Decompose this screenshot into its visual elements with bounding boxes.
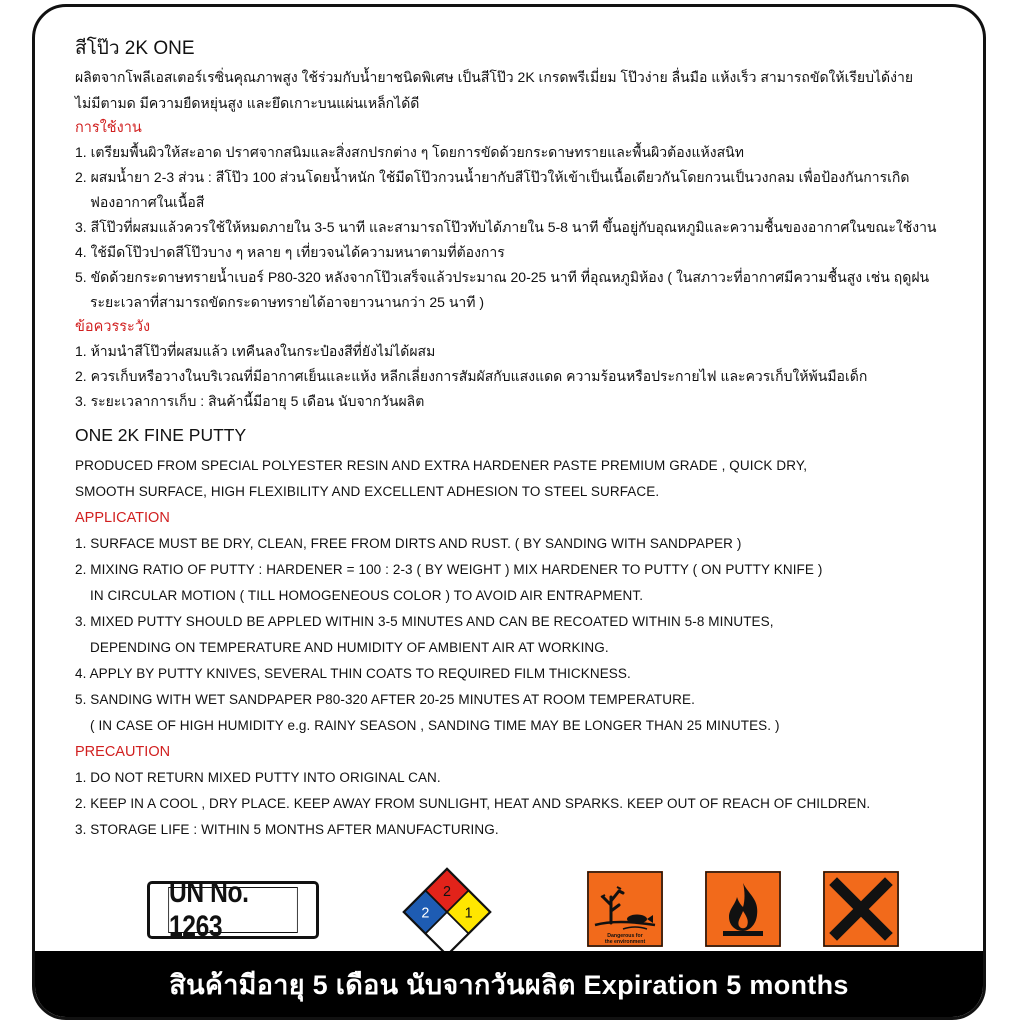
thai-usage-item: 1. เตรียมพื้นผิวให้สะอาด ปราศจากสนิมและสิ่งสกปรกต่าง ๆ โดยการขัดด้วยกระดาษทรายและพื้นผิวต้องแห้งสนิท xyxy=(75,144,744,160)
thai-section xyxy=(75,37,955,414)
application-item: 1. SURFACE MUST BE DRY, CLEAN, FREE FROM DIRTS AND RUST. ( BY SANDING WITH SANDPAPER ) xyxy=(75,536,742,551)
precaution-item: 1. DO NOT RETURN MIXED PUTTY INTO ORIGINAL CAN. xyxy=(75,770,441,785)
environment-hazard-icon xyxy=(587,871,663,947)
thai-usage-item: 5. ขัดด้วยกระดาษทรายน้ำเบอร์ P80-320 หลังจากโป๊วเสร็จแล้วประมาณ 20-25 นาที ที่อุณหภูมิห้อง ( ในสภาวะที่อากาศมีความชื้นสูง เช่น ฤดูฝน ระยะเวลาที่สามารถขัดกระดาษทรายได้อาจยาวนานกว่า 25 นาที ) xyxy=(75,269,930,310)
nfpa-reactivity: 1 xyxy=(464,905,473,922)
nfpa-flammability: 2 xyxy=(442,883,452,900)
thai-caution-heading: ข้อควรระวัง xyxy=(75,319,151,335)
thai-usage-item: 3. สีโป๊วที่ผสมแล้วควรใช้ให้หมดภายใน 3-5 นาที และสามารถโป๊วทับได้ภายใน 5-8 นาที ขึ้นอยู่กับอุณหภูมิและความชื้นของอากาศในขณะใช้งาน xyxy=(75,219,937,235)
english-intro-line: PRODUCED FROM SPECIAL POLYESTER RESIN AND EXTRA HARDENER PASTE PREMIUM GRADE , QUICK DRY, xyxy=(75,458,808,473)
label-content xyxy=(75,37,955,843)
nfpa-diamond-icon xyxy=(402,867,492,957)
thai-caution-item: 2. ควรเก็บหรือวางในบริเวณที่มีอากาศเย็นและแห้ง หลีกเลี่ยงการสัมผัสกับแสงแดด ความร้อนหรือประกายไฟ และควรเก็บให้พ้นมือเด็ก xyxy=(75,368,868,384)
product-label xyxy=(32,4,986,1020)
expiration-footer: สินค้ามีอายุ 5 เดือน นับจากวันผลิต Expiration 5 months xyxy=(35,951,983,1017)
thai-title: สีโป๊ว 2K ONE xyxy=(75,38,195,59)
english-intro-line: SMOOTH SURFACE, HIGH FLEXIBILITY AND EXCELLENT ADHESION TO STEEL SURFACE. xyxy=(75,484,660,499)
thai-intro-line: ไม่มีตามด มีความยืดหยุ่นสูง และยึดเกาะบนแผ่นเหล็กได้ดี xyxy=(75,95,420,111)
thai-usage-item: 2. ผสมน้ำยา 2-3 ส่วน : สีโป๊ว 100 ส่วนโดยน้ำหนัก ใช้มีดโป๊วกวนน้ำยากับสีโป๊วให้เข้าเป็นเนื้อเดียวกันโดยกวนเป็นวงกลม เพื่อป้องกันการเกิด ฟองอากาศในเนื้อสี xyxy=(75,169,910,210)
environment-caption: the environment xyxy=(604,939,646,945)
application-item: 3. MIXED PUTTY SHOULD BE APPLED WITHIN 3-5 MINUTES AND CAN BE RECOATED WITHIN 5-8 MINUTES, DEPENDING ON TEMPERATURE AND HUMIDITY OF AMBIENT AIR AT WORKING. xyxy=(75,614,774,655)
thai-usage-item: 4. ใช้มีดโป๊วปาดสีโป๊วบาง ๆ หลาย ๆ เที่ยวจนได้ความหนาตามที่ต้องการ xyxy=(75,244,505,260)
un-number-box xyxy=(147,876,319,943)
environment-caption: Dangerous for xyxy=(607,933,643,939)
thai-caution-item: 1. ห้ามนำสีโป๊วที่ผสมแล้ว เทคืนลงในกระป๋องสีที่ยังไม่ได้ผสม xyxy=(75,343,436,359)
application-item: 2. MIXING RATIO OF PUTTY : HARDENER = 100 : 2-3 ( BY WEIGHT ) MIX HARDENER TO PUTTY ( ON PUTTY KNIFE ) IN CIRCULAR MOTION ( TILL HOMOGENEOUS COLOR ) TO AVOID AIR ENTRAPMENT. xyxy=(75,562,823,603)
flammable-icon xyxy=(705,871,781,947)
thai-intro-line: ผลิตจากโพลีเอสเตอร์เรซิ่นคุณภาพสูง ใช้ร่วมกับน้ำยาชนิดพิเศษ เป็นสีโป๊ว 2K เกรดพรีเมี่ยม โป๊วง่าย ลื่นมือ แห้งเร็ว สามารถขัดให้เรียบได้ง่าย xyxy=(75,69,914,85)
application-heading: APPLICATION xyxy=(75,510,170,526)
un-number: UN No. 1263 xyxy=(168,887,298,933)
harmful-x-icon xyxy=(823,871,899,947)
thai-caution-item: 3. ระยะเวลาการเก็บ : สินค้านี้มีอายุ 5 เดือน นับจากวันผลิต xyxy=(75,393,425,409)
english-title: ONE 2K FINE PUTTY xyxy=(75,425,247,445)
english-section xyxy=(75,423,955,843)
precaution-item: 3. STORAGE LIFE : WITHIN 5 MONTHS AFTER MANUFACTURING. xyxy=(75,822,499,837)
precaution-item: 2. KEEP IN A COOL , DRY PLACE. KEEP AWAY FROM SUNLIGHT, HEAT AND SPARKS. KEEP OUT OF REACH OF CHILDREN. xyxy=(75,796,871,811)
application-item: 4. APPLY BY PUTTY KNIVES, SEVERAL THIN COATS TO REQUIRED FILM THICKNESS. xyxy=(75,666,631,681)
hazard-symbols-row xyxy=(35,863,986,963)
precaution-heading: PRECAUTION xyxy=(75,744,171,760)
nfpa-health: 2 xyxy=(421,905,430,922)
application-item: 5. SANDING WITH WET SANDPAPER P80-320 AFTER 20-25 MINUTES AT ROOM TEMPERATURE. ( IN CASE OF HIGH HUMIDITY e.g. RAINY SEASON , SANDING TIME MAY BE LONGER THAN 25 MINUTES. ) xyxy=(75,692,780,733)
thai-usage-heading: การใช้งาน xyxy=(75,120,142,136)
